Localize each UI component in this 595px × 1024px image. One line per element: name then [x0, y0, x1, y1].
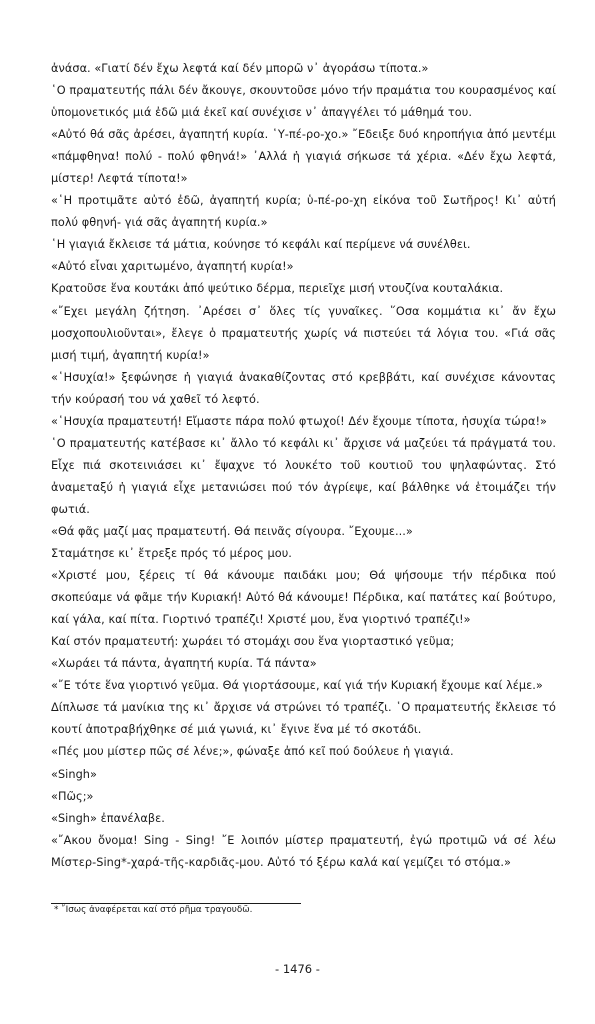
paragraph: «Θά φᾶς μαζί μας πραματευτή. Θά πεινᾶς σίγουρα. ῎Εχουμε...»	[51, 524, 413, 538]
paragraph: «Πές μου μίστερ πῶς σέ λένε;», φώναξε ἀπό κεῖ πού δούλευε ἡ γιαγιά.	[51, 745, 454, 759]
paragraph: «῎Ε τότε ἕνα γιορτινό γεῦμα. Θά γιορτάσουμε, καί γιά τήν Κυριακή ἔχουμε καί λέμε.»	[51, 679, 543, 693]
paragraph: «Χωράει τά πάντα, ἀγαπητή κυρία. Τά πάντα»	[51, 657, 317, 671]
paragraph: «῾Ησυχία πραματευτή! Εἴμαστε πάρα πολύ φτωχοί! Δέν ἔχουμε τίποτα, ἡσυχία τώρα!»	[51, 414, 548, 428]
footnote: * ῎Ισως ἀναφέρεται καί στό ρῆμα τραγουδῶ.	[54, 905, 253, 915]
paragraph: «῾Η προτιμᾶτε αὐτό ἐδῶ, ἀγαπητή κυρία; ὑ-πέ-ρο-χη εἰκόνα τοῦ Σωτῆρος! Κι᾽ αὐτή πολύ φθηνή- γιά σᾶς ἀγαπητή κυρία.»	[51, 194, 556, 230]
paragraph: Κρατοῦσε ἕνα κουτάκι ἀπό ψεύτικο δέρμα, περιεῖχε μισή ντουζίνα κουταλάκια.	[51, 282, 504, 296]
paragraph: «Χριστέ μου, ξέρεις τί θά κάνουμε παιδάκι μου; Θά ψήσουμε τήν πέρδικα πού σκοπεύαμε νά φᾶμε τήν Κυριακή! Αὐτό θά κάνουμε! Πέρδικα, καί πατάτες καί βούτυρο, καί γάλα, καί πίτα. Γιορτινό τραπέζι! Χριστέ μου, ἕνα γιορτινό τραπέζι!»	[51, 569, 556, 627]
paragraph: Δίπλωσε τά μανίκια της κι᾽ ἄρχισε νά στρώνει τό τραπέζι. ῾Ο πραματευτής ἔκλεισε τό κουτί ἀποτραβήχθηκε σέ μιά γωνιά, κι᾽ ἔγινε ἕνα μέ τό σκοτάδι.	[51, 701, 556, 737]
paragraph: «῎Εχει μεγάλη ζήτηση. ᾽Αρέσει σ᾽ ὅλες τίς γυναῖκες. ῞Οσα κομμάτια κι᾽ ἄν ἔχω μοσχοπουλιοῦνται», ἔλεγε ὁ πραματευτής χωρίς νά πιστεύει τά λόγια του. «Γιά σᾶς μισή τιμή, ἀγαπητή κυρία!»	[51, 304, 556, 362]
paragraph: «Singh» ἐπανέλαβε.	[51, 811, 165, 825]
paragraph: «Αὐτό θά σᾶς ἀρέσει, ἀγαπητή κυρία. ῾Υ-πέ-ρο-χο.» ῎Εδειξε δυό κηροπήγια ἀπό μεντέμι «πάμφθηνα! πολύ - πολύ φθηνά!» ᾽Αλλά ἡ γιαγιά σήκωσε τά χέρια. «Δέν ἔχω λεφτά, μίστερ! Λεφτά τίποτα!»	[51, 128, 556, 186]
page-number: - 1476 -	[275, 962, 320, 976]
paragraph: «Singh»	[51, 767, 97, 781]
paragraph: Σταμάτησε κι᾽ ἔτρεξε πρός τό μέρος μου.	[51, 547, 292, 561]
paragraph: «Πῶς;»	[51, 789, 94, 803]
paragraph: Καί στόν πραματευτή: χωράει τό στομάχι σου ἕνα γιορταστικό γεῦμα;	[51, 635, 455, 649]
story-text	[51, 58, 556, 874]
paragraph: ἀνάσα. «Γιατί δέν ἔχω λεφτά καί δέν μπορῶ ν᾽ ἀγοράσω τίποτα.»	[51, 62, 429, 75]
paragraph: «῎Ακου ὄνομα! Sing - Sing! ῎Ε λοιπόν μίστερ πραματευτή, ἐγώ προτιμῶ νά σέ λέω Μίστερ-Sing*-χαρά-τῆς-καρδιᾶς-μου. Αὐτό τό ξέρω καλά καί γεμίζει τό στόμα.»	[51, 833, 556, 869]
paragraph: ῾Ο πραματευτής πάλι δέν ἄκουγε, σκουντοῦσε μόνο τήν πραμάτια του κουρασμένος καί ὑπομονετικός μιά ἐδῶ μιά ἐκεῖ καί συνέχισε ν᾽ ἀπαγγέλει τό μάθημά του.	[51, 84, 556, 120]
paragraph: ῾Η γιαγιά ἔκλεισε τά μάτια, κούνησε τό κεφάλι καί περίμενε νά συνέλθει.	[51, 238, 471, 252]
paragraph: «῾Ησυχία!» ξεφώνησε ἡ γιαγιά ἀνακαθίζοντας στό κρεββάτι, καί συνέχισε κάνοντας τήν κούρασή του νά χαθεῖ τό λεφτό.	[51, 370, 556, 406]
paragraph: ῾Ο πραματευτής κατέβασε κι᾽ ἄλλο τό κεφάλι κι᾽ ἄρχισε νά μαζεύει τά πράγματά του. Εἶχε πιά σκοτεινιάσει κι᾽ ἔψαχνε τό λουκέτο τοῦ κουτιοῦ του ψηλαφώντας. Στό ἀναμεταξύ ἡ γιαγιά εἶχε μετανιώσει πού τόν ἀγρίεψε, καί βάλθηκε νά ἑτοιμάζει τήν φωτιά.	[51, 436, 556, 516]
paragraph: «Αὐτό εἶναι χαριτωμένο, ἀγαπητή κυρία!»	[51, 260, 294, 274]
